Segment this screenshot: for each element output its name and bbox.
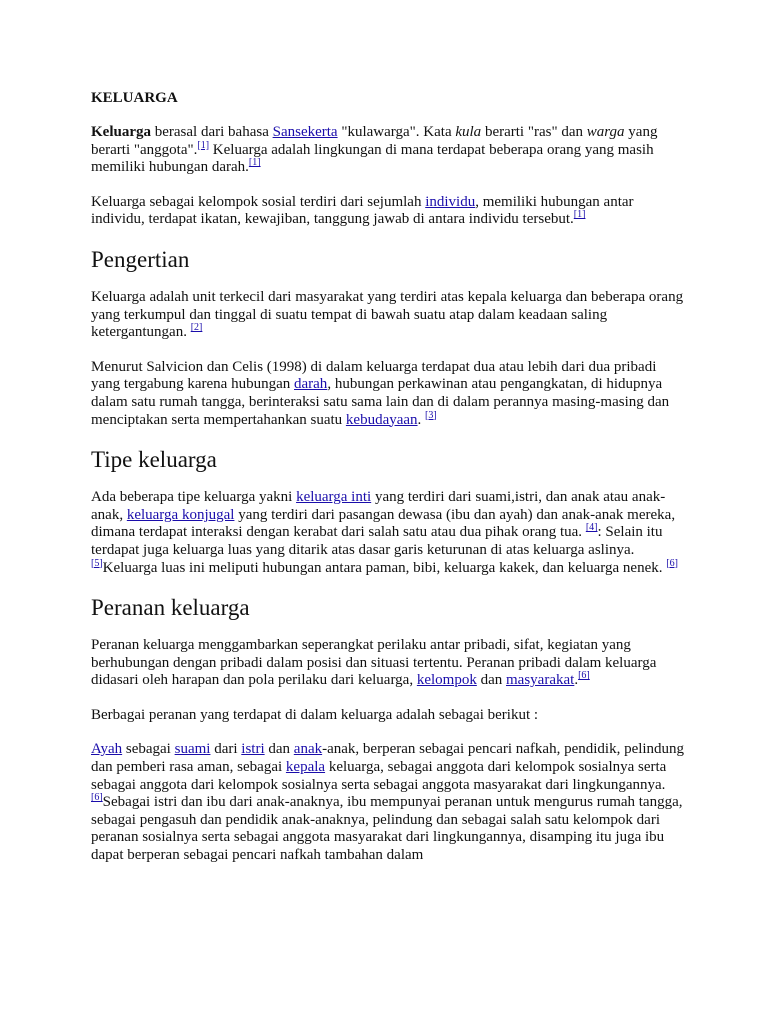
citation-link[interactable]: [4] [585,522,598,534]
text-run: Keluarga luas ini meliputi hubungan antara paman, bibi, keluarga kakek, dan keluarga nenek. [102,559,667,576]
link-istri[interactable]: istri [241,741,265,758]
text-run: Keluarga adalah lingkungan di mana terdapat beberapa orang yang masih memiliki hubungan darah. [91,141,654,176]
link-kepala[interactable]: kepala [285,759,326,776]
link-darah[interactable]: darah [294,376,328,393]
link-sansekerta[interactable]: Sansekerta [272,124,338,140]
citation-link[interactable]: [5] [91,557,103,569]
citation-link[interactable]: [1] [573,209,586,221]
text-run: Peranan keluarga menggambarkan seperangkat perilaku antar pribadi, sifat, kegiatan yang berhubungan dengan pribadi dalam posisi dan situasi tertentu. Peranan pribadi dalam keluarga didasari oleh harapan dan pola perilaku dari keluarga, [91,637,657,689]
text-run: , hubungan perkawinan atau pengangkatan, di hidupnya dalam satu rumah tangga, berinteraksi satu sama lain dan di dalam perannya masing-masing dan menciptakan serta mempertahankan suatu [91,376,670,428]
text-run: yang terdiri dari pasangan dewasa (ibu dan ayah) dan anak-anak mereka, dimana terdapat interaksi dengan kerabat dari salah satu atau dua pihak orang tua. [91,506,676,541]
definition-paragraph [91,289,689,342]
roles-intro-paragraph [91,707,689,725]
citation-link[interactable]: [6] [666,557,678,569]
text-run: dari [210,741,242,758]
text-run: Menurut Salvicion dan Celis (1998) di dalam keluarga terdapat dua atau lebih dari dua pribadi yang tergabung karena hubungan [91,358,657,393]
salvicion-paragraph [91,359,689,429]
text-run: -anak, berperan sebagai pencari nafkah, pendidik, pelindung dan pemberi rasa aman, sebagai [91,741,685,776]
intro-paragraph [91,124,689,177]
link-anak[interactable]: anak [293,741,323,758]
text-run: : Selain itu terdapat juga keluarga luas yang ditarik atas dasar garis keturunan di atas keluarga aslinya. [91,524,663,558]
text-run: "kulawarga". Kata [337,124,456,140]
link-masyarakat[interactable]: masyarakat [506,672,575,689]
text-run: , memiliki hubungan antar individu, terdapat ikatan, kewajiban, tanggung jawab di antara individu tersebut. [91,193,634,228]
italic-term: kula [455,124,482,140]
text-run: yang terdiri dari suami,istri, dan anak atau anak-anak, [91,489,666,523]
text-run: . [417,411,426,428]
bold-term: Keluarga [91,124,151,140]
text-run: dan [264,741,294,758]
citation-link[interactable]: [1] [197,139,210,151]
father-mother-roles-paragraph [91,741,689,864]
citation-link[interactable]: [6] [578,670,590,682]
citation-link[interactable]: [6] [91,792,103,804]
link-keluarga-konjugal[interactable]: keluarga konjugal [126,506,235,523]
section-heading-peranan-keluarga: Peranan keluarga [91,595,250,621]
text-run: berarti "ras" dan [481,124,587,140]
document-title: KELUARGA [91,90,178,106]
italic-term: warga [586,124,625,140]
citation-link[interactable]: [3] [425,409,437,421]
social-group-paragraph [91,194,689,229]
link-ayah[interactable]: Ayah [91,741,123,758]
roles-paragraph [91,637,689,690]
section-heading-tipe-keluarga: Tipe keluarga [91,447,217,473]
citation-link[interactable]: [2] [190,322,203,334]
citation-link[interactable]: [1] [248,157,261,169]
text-run: sebagai [122,741,175,758]
article-content [91,89,689,865]
link-individu[interactable]: individu [425,193,476,210]
text-run: keluarga, sebagai anggota dari kelompok sosialnya serta sebagai anggota dari kelompok sosialnya serta sebagai anggota masyarakat dari lingkungannya. [91,759,667,793]
text-run: dan [476,672,507,689]
text-run: Berbagai peranan yang terdapat di dalam keluarga adalah sebagai berikut : [91,706,539,723]
family-types-paragraph [91,489,689,577]
text-run: yang berarti "anggota". [91,124,658,158]
text-run: Sebagai istri dan ibu dari anak-anaknya, ibu mempunyai peranan untuk mengurus rumah tangga, sebagai pengasuh dan pendidik anak-anaknya, pelindung dan sebagai salah satu kelompok dari peranan sosialnya serta sebagai anggota masyarakat dari lingkungannya, disamping itu juga ibu dapat berperan sebagai pencari nafkah tambahan dalam [91,794,683,864]
link-kebudayaan[interactable]: kebudayaan [345,411,418,428]
text-run: Keluarga sebagai kelompok sosial terdiri dari sejumlah [91,193,426,210]
link-suami[interactable]: suami [174,741,211,758]
link-kelompok[interactable]: kelompok [416,672,477,689]
text-run: berasal dari bahasa [151,124,273,140]
section-heading-pengertian: Pengertian [91,246,190,272]
text-run: Ada beberapa tipe keluarga yakni [91,489,297,506]
link-keluarga-inti[interactable]: keluarga inti [296,489,372,506]
text-run: . [574,672,579,689]
text-run: Keluarga adalah unit terkecil dari masyarakat yang terdiri atas kepala keluarga dan beberapa orang yang terkumpul dan tinggal di suatu tempat di bawah suatu atap dalam keadaan saling ketergantungan. [91,288,684,341]
